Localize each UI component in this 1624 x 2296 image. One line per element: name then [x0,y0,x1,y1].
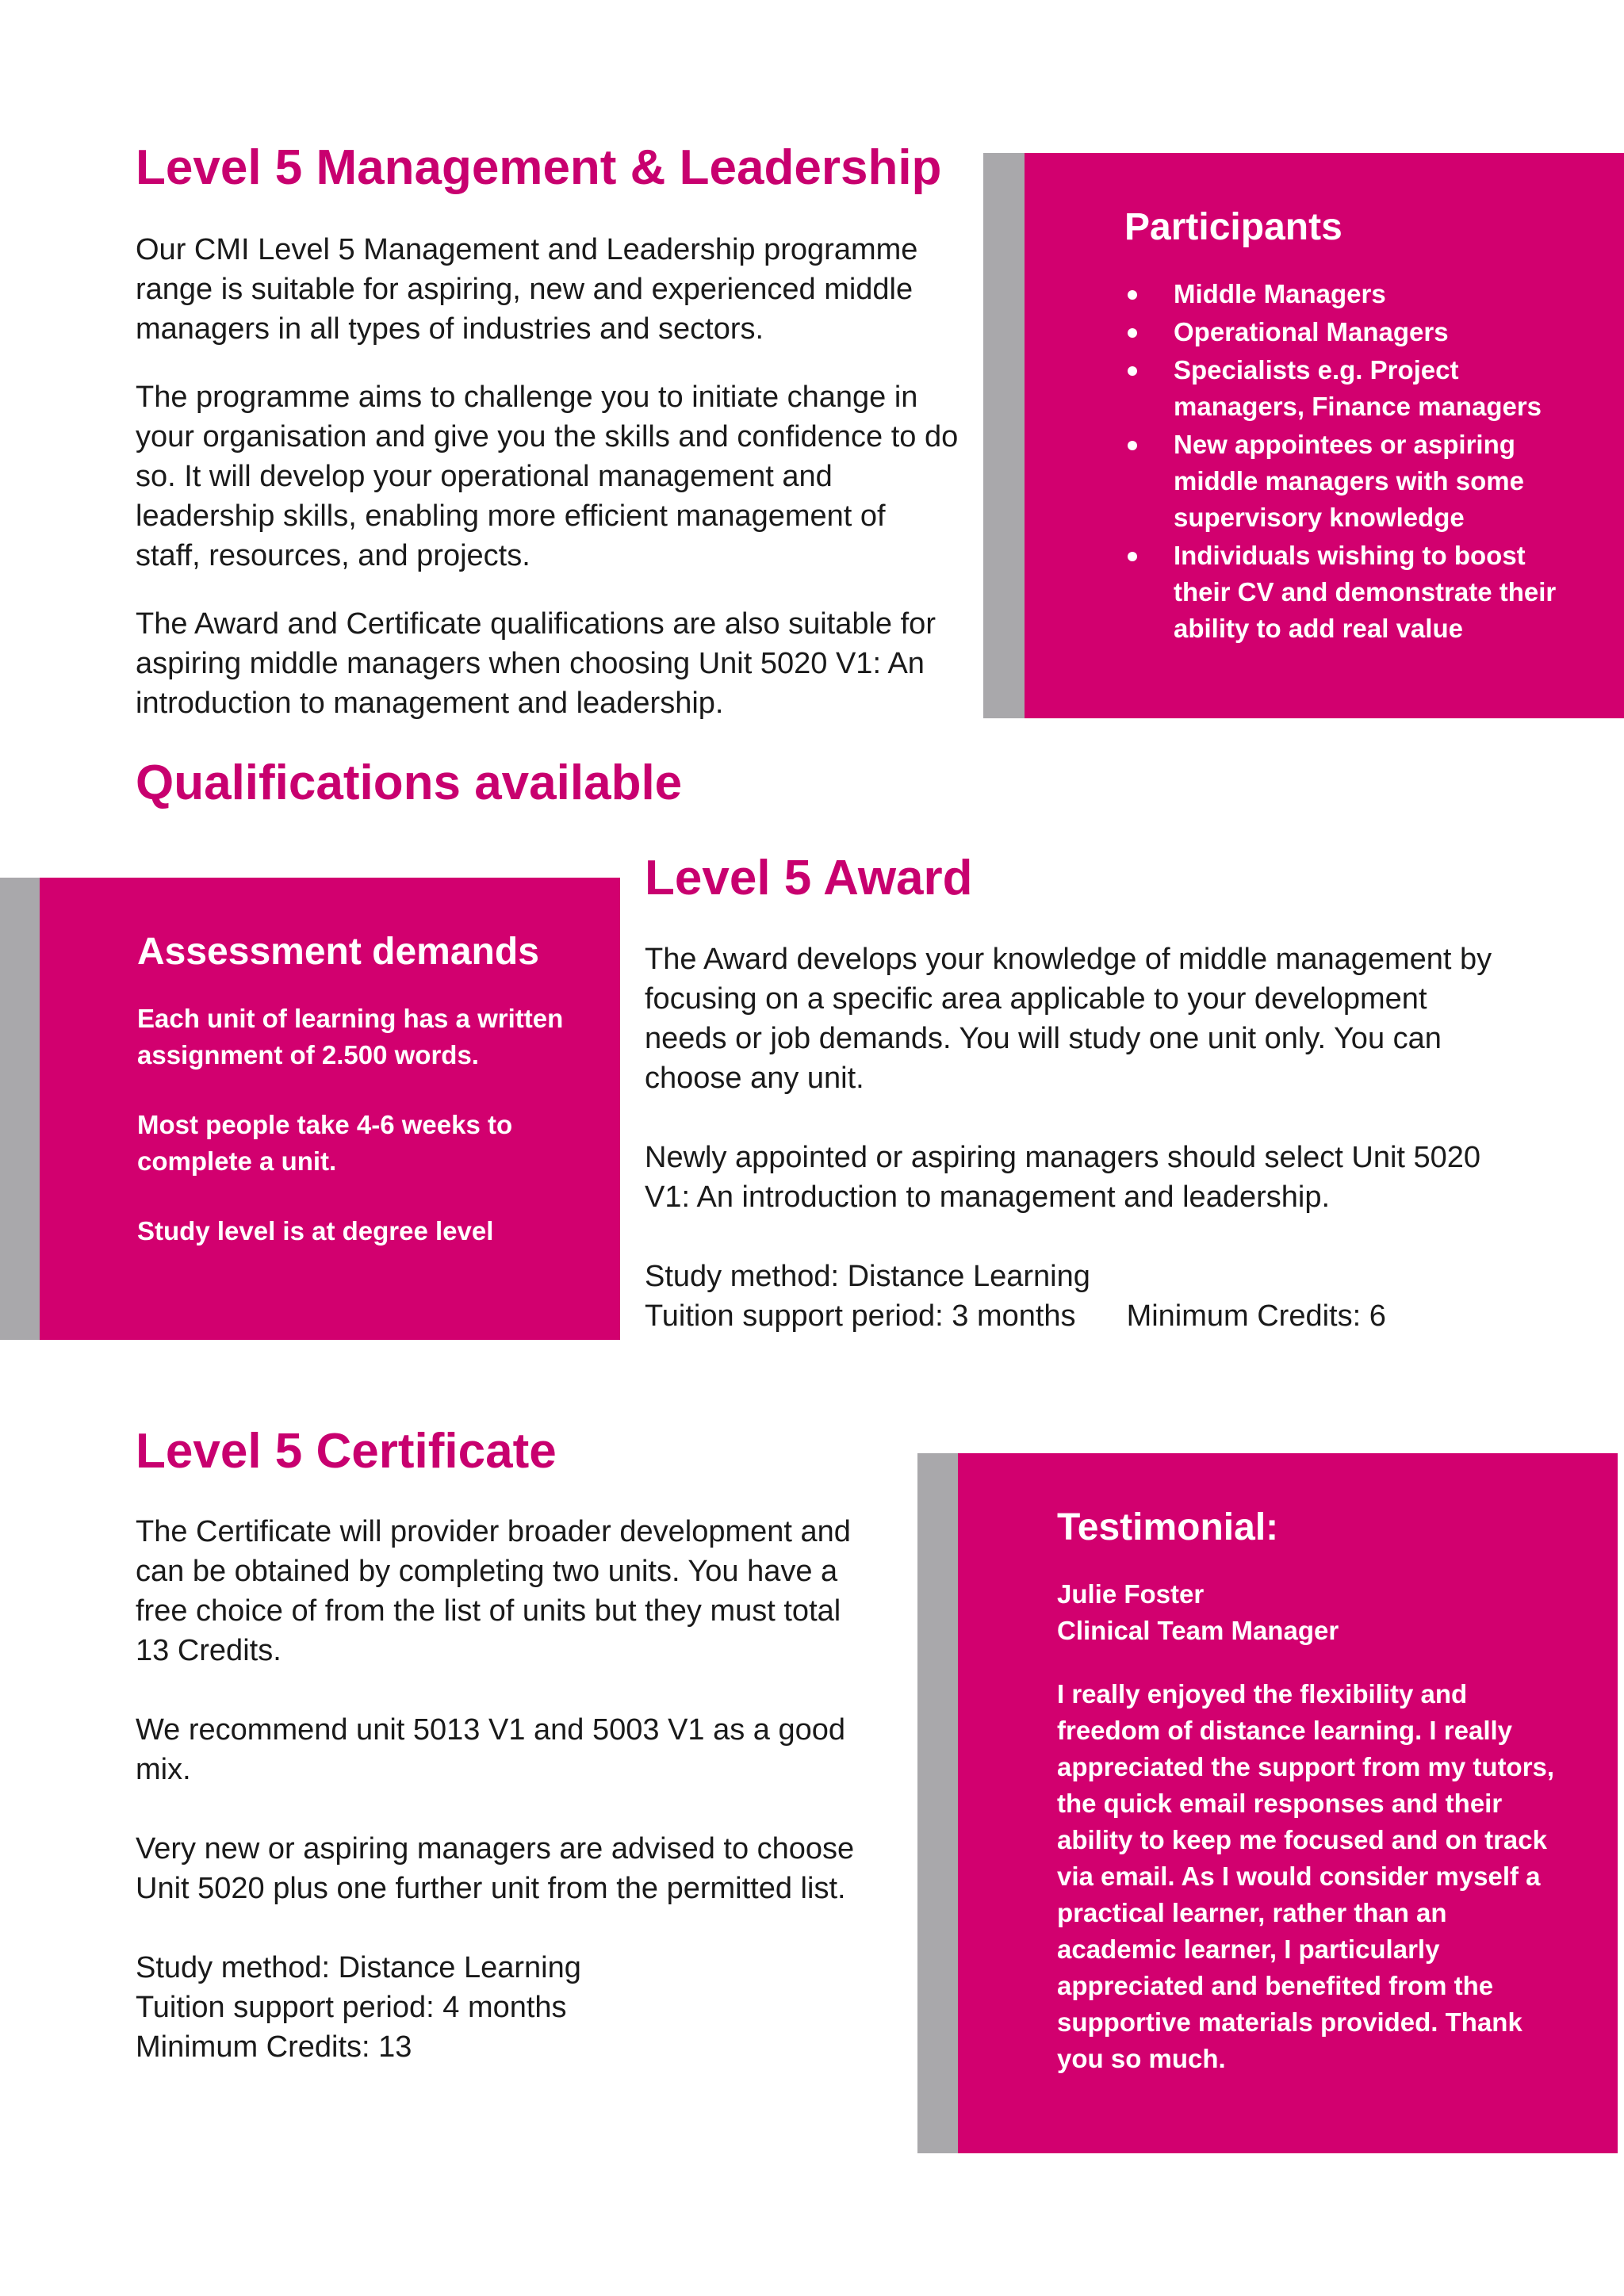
assessment-paragraph-1: Each unit of learning has a written assignment of 2.500 words. [137,1004,564,1070]
award-study-method: Study method: Distance Learning [645,1260,1090,1293]
bullet-icon [1128,441,1137,450]
testimonial-box [958,1453,1618,2153]
award-minimum-credits: Minimum Credits: 6 [1126,1299,1386,1333]
intro-paragraph-1: Our CMI Level 5 Management and Leadership programme range is suitable for aspiring, new and experienced middle managers in all types of industries and sectors. [136,233,918,346]
award-text [645,939,1580,1336]
list-item: Specialists e.g. Project managers, Finance managers [1124,352,1592,425]
intro-text [136,230,976,752]
testimonial-role: Clinical Team Manager [1057,1616,1339,1646]
award-heading: Level 5 Award [645,851,973,905]
assessment-paragraph-3: Study level is at degree level [137,1216,494,1246]
assessment-paragraph-2: Most people take 4-6 weeks to complete a unit. [137,1110,513,1177]
participants-box [1025,153,1624,718]
participants-list [1124,276,1592,647]
testimonial-name: Julie Foster [1057,1579,1205,1609]
page-title: Level 5 Management & Leadership [136,140,942,195]
certificate-text [136,1512,929,2067]
bullet-icon [1128,366,1137,376]
participants-title: Participants [1124,206,1342,248]
intro-paragraph-2: The programme aims to challenge you to initiate change in your organisation and give you the skills and confidence to do so. It will develop your operational management and leadership skills, enabling more efficient management of staff, resources, and projects. [136,381,959,572]
list-item: Operational Managers [1124,314,1592,350]
award-study-details [645,1257,1580,1336]
assessment-box-stripe [0,878,40,1340]
award-paragraph-2: Newly appointed or aspiring managers should select Unit 5020 V1: An introduction to management and leadership. [645,1141,1481,1214]
testimonial-author [1057,1576,1602,1649]
certificate-study-details: Study method: Distance Learning Tuition support period: 4 months Minimum Credits: 13 [136,1951,581,2064]
testimonial-quote: I really enjoyed the flexibility and freedom of distance learning. I really appreciated the support from my tutors, the quick email responses and their ability to keep me focused and on track via email. As I would consider myself a practical learner, rather than an academic learner, I particularly appreciated and benefited from the supportive materials provided. Thank you so much. [1057,1679,1555,2074]
testimonial-title: Testimonial: [1057,1506,1279,1548]
award-tuition-period: Tuition support period: 3 months [645,1299,1076,1333]
certificate-heading: Level 5 Certificate [136,1424,557,1479]
certificate-paragraph-3: Very new or aspiring managers are advised to choose Unit 5020 plus one further unit from the permitted list. [136,1832,855,1905]
participants-box-stripe [983,153,1025,718]
bullet-icon [1128,290,1137,300]
certificate-paragraph-1: The Certificate will provider broader development and can be obtained by completing two units. You have a free choice of from the list of units but they must total 13 Credits. [136,1515,851,1667]
assessment-box [40,878,620,1340]
bullet-icon [1128,328,1137,338]
intro-paragraph-3: The Award and Certificate qualifications are also suitable for aspiring middle managers when choosing Unit 5020 V1: An introduction to management and leadership. [136,607,936,720]
testimonial-box-stripe [917,1453,958,2153]
award-paragraph-1: The Award develops your knowledge of middle management by focusing on a specific area applicable to your development needs or job demands. You will study one unit only. You can choose any unit. [645,943,1492,1095]
bullet-icon [1128,552,1137,561]
list-item: New appointees or aspiring middle managers with some supervisory knowledge [1124,427,1592,536]
assessment-title: Assessment demands [137,931,539,973]
certificate-paragraph-2: We recommend unit 5013 V1 and 5003 V1 as a good mix. [136,1713,846,1786]
qualifications-heading: Qualifications available [136,756,683,810]
list-item: Individuals wishing to boost their CV and demonstrate their ability to add real value [1124,538,1592,647]
list-item: Middle Managers [1124,276,1592,312]
